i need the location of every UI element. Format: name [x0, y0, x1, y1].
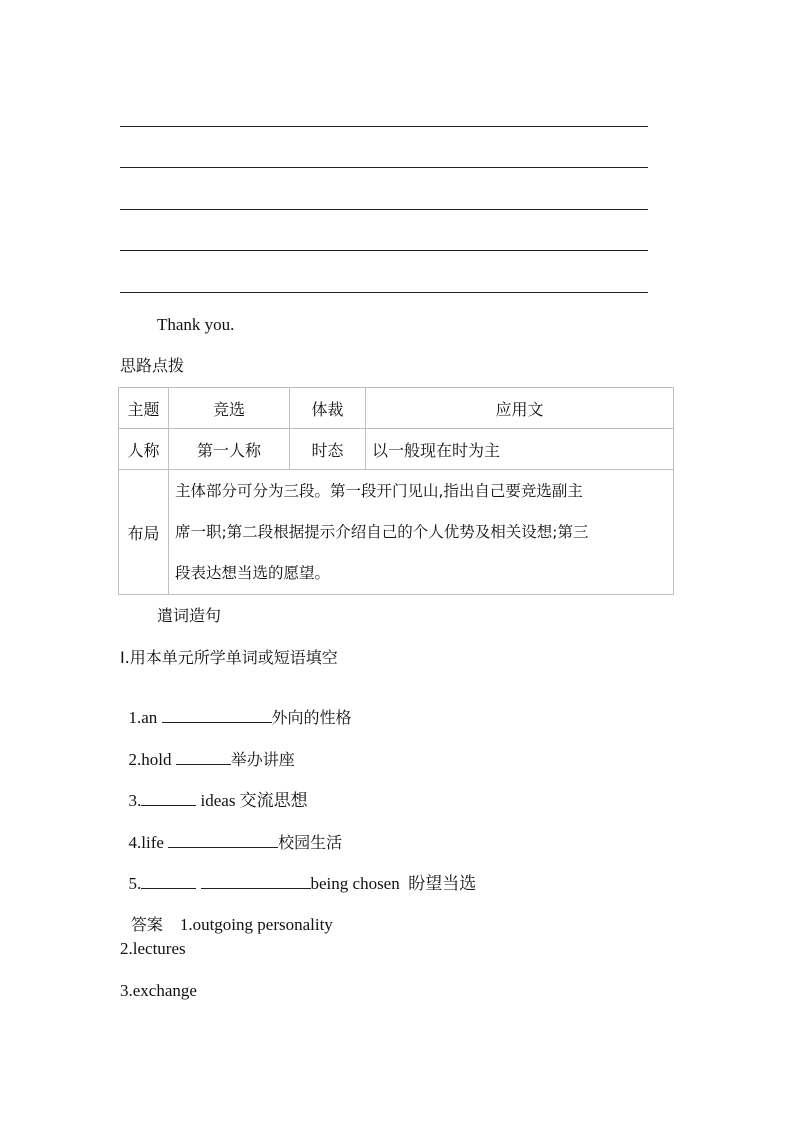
table-cell: 应用文: [366, 388, 674, 429]
exercise-item: 5. being chosen 盼望当选: [128, 874, 477, 893]
writing-line: [120, 209, 648, 210]
table-cell: 布局: [119, 470, 169, 595]
answer-text: 1.outgoing personality: [179, 915, 333, 934]
answer-blank[interactable]: [141, 874, 196, 889]
answer-blank[interactable]: [168, 833, 278, 848]
answer-text: 3.exchange: [120, 981, 197, 1000]
writing-line: [120, 126, 648, 127]
table-cell: 第一人称: [169, 429, 290, 470]
layout-line: 主体部分可分为三段。第一段开门见山,指出自己要竞选副主: [175, 481, 583, 500]
writing-line: [120, 292, 648, 293]
table-cell: 主题: [119, 388, 169, 429]
answer-blank[interactable]: [162, 708, 272, 723]
vocab-heading: 遣词造句: [157, 606, 222, 625]
layout-description: [169, 470, 674, 595]
layout-line: 席一职;第二段根据提示介绍自己的个人优势及相关设想;第三: [175, 522, 589, 541]
section-title: 思路点拨: [120, 356, 185, 375]
writing-line: [120, 250, 648, 251]
exercise-item: 4.life 校园生活: [128, 833, 343, 852]
writing-guide-table: [118, 387, 674, 595]
layout-line: 段表达想当选的愿望。: [175, 563, 331, 582]
table-cell: 体裁: [290, 388, 366, 429]
answer-label: 答案: [130, 915, 163, 934]
answer-text: 2.lectures: [120, 939, 186, 958]
answer-blank[interactable]: [201, 874, 311, 889]
answer-blank[interactable]: [141, 791, 196, 806]
table-cell: 竞选: [169, 388, 290, 429]
table-cell: 时态: [290, 429, 366, 470]
table-cell: 人称: [119, 429, 169, 470]
exercise-item: 2.hold 举办讲座: [128, 750, 295, 769]
closing-text: Thank you.: [157, 315, 235, 334]
exercise-item: 3. ideas 交流思想: [128, 791, 308, 810]
part1-heading: Ⅰ.用本单元所学单词或短语填空: [120, 648, 338, 667]
answer-line: [120, 899, 333, 934]
table-cell: 以一般现在时为主: [366, 429, 674, 470]
exercise-item: 1.an 外向的性格: [128, 708, 352, 727]
writing-line: [120, 167, 648, 168]
answer-blank[interactable]: [176, 750, 231, 765]
